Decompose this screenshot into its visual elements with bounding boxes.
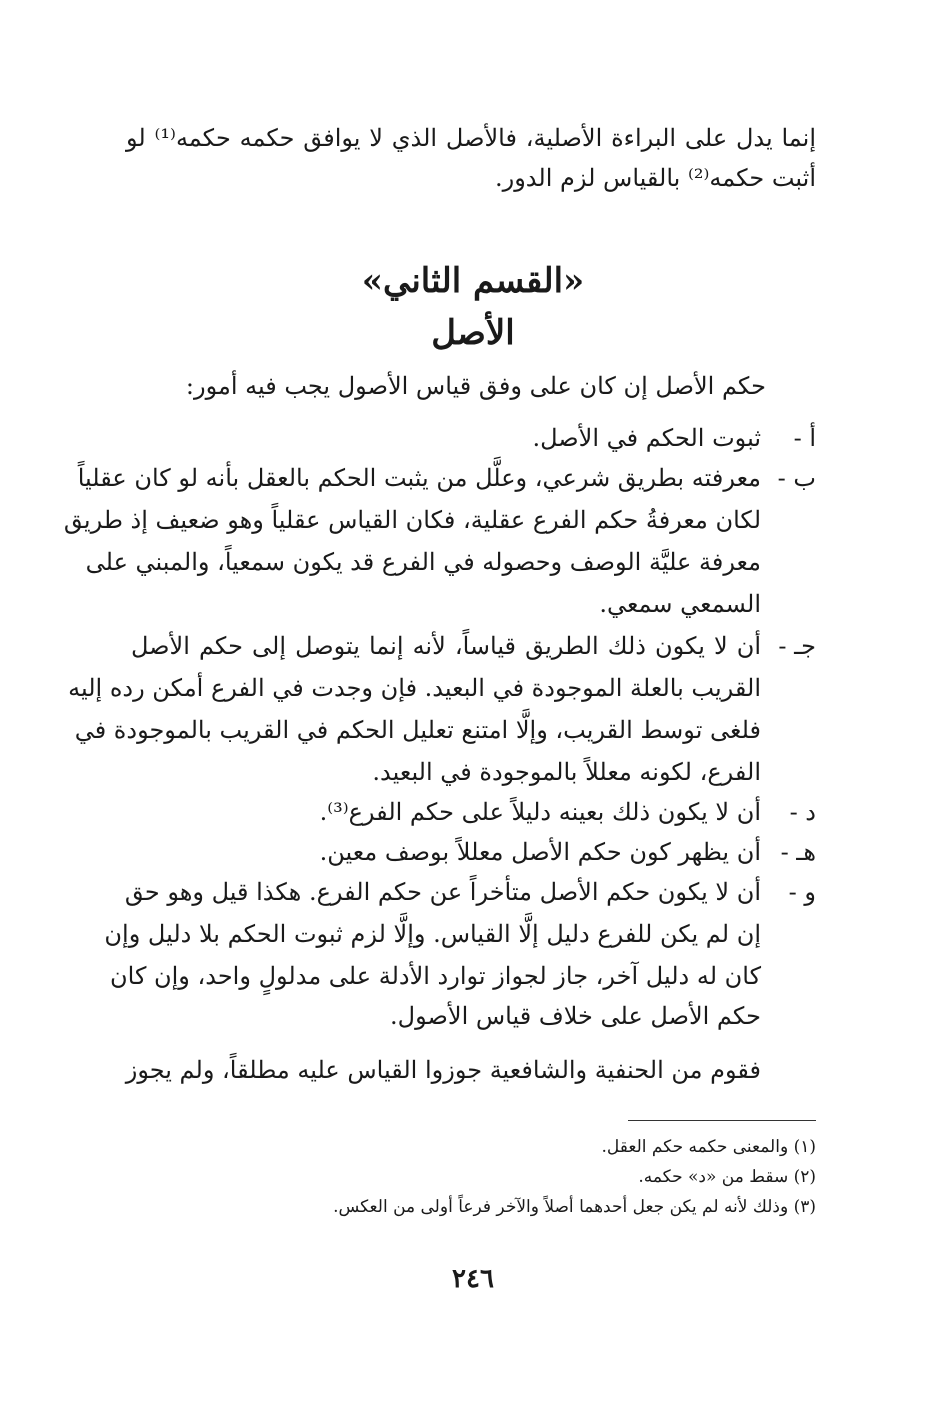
item-f-line-4: حكم الأصل على خلاف قياس الأصول. [390, 1002, 761, 1030]
item-b-line-1: معرفته بطريق شرعي، وعلَّل من يثبت الحكم بالعقل بأنه لو كان عقلياً [77, 464, 761, 492]
item-c-line-4: الفرع، لكونه معللاً بالموجودة في البعيد. [372, 758, 761, 786]
item-f-line-1: أن لا يكون حكم الأصل متأخراً عن حكم الفرع. هكذا قيل وهو حق [124, 878, 761, 906]
item-c-line-1: أن لا يكون ذلك الطريق قياساً، لأنه إنما يتوصل إلى حكم الأصل [131, 632, 762, 660]
intro-line-2: أثبت حكمه⁽²⁾ بالقياس لزم الدور. [494, 164, 816, 192]
item-c-line-3: فلغى توسط القريب، وإلَّا امتنع تعليل الحكم في القريب بالموجودة في [74, 716, 761, 744]
item-f-line-2: إن لم يكن للفرع دليل إلَّا القياس. وإلَّا لزم ثبوت الحكم بلا دليل وإن [104, 920, 761, 948]
footnote-1: (١) والمعنى حكمه حكم العقل. [601, 1137, 816, 1157]
tail-paragraph: فقوم من الحنفية والشافعية جوزوا القياس عليه مطلقاً، ولم يجوز [125, 1056, 761, 1084]
item-mark-e: هـ - [780, 838, 816, 866]
intro-line-1: إنما يدل على البراءة الأصلية، فالأصل الذي لا يوافق حكمه حكمه⁽¹⁾ لو [126, 124, 817, 152]
section-heading: «القسم الثاني» [361, 261, 585, 301]
item-mark-c: جـ - [778, 632, 816, 660]
section-subheading: الأصل [431, 313, 515, 353]
item-a-line-1: ثبوت الحكم في الأصل. [532, 424, 761, 452]
item-b-line-4: السمعي سمعي. [599, 590, 761, 618]
item-d-line-1: أن لا يكون ذلك بعينه دليلاً على حكم الفرع⁽³⁾. [319, 798, 761, 826]
item-mark-f: و - [788, 878, 816, 906]
page-number: ٢٤٦ [452, 1264, 494, 1294]
section-lead: حكم الأصل إن كان على وفق قياس الأصول يجب فيه أمور: [185, 372, 766, 400]
item-c-line-2: القريب بالعلة الموجودة في البعيد. فإن وجدت في الفرع أمكن رده إليه [68, 674, 761, 702]
footnote-divider [628, 1120, 816, 1121]
item-mark-d: د - [789, 798, 816, 826]
item-b-line-2: لكان معرفةُ حكم الفرع عقلية، فكان القياس عقلياً وهو ضعيف إذ طريق [63, 506, 761, 534]
footnote-3: (٣) وذلك لأنه لم يكن جعل أحدهما أصلاً والآخر فرعاً أولى من العكس. [333, 1197, 816, 1217]
item-b-line-3: معرفة عليَّة الوصف وحصوله في الفرع قد يكون سمعياً، والمبني على [85, 548, 761, 576]
item-mark-b: ب - [777, 464, 816, 492]
footnote-2: (٢) سقط من «د» حكمه. [638, 1167, 816, 1187]
item-f-line-3: كان له دليل آخر، جاز لجواز توارد الأدلة على مدلولٍ واحد، وإن كان [110, 962, 761, 990]
item-e-line-1: أن يظهر كون حكم الأصل معللاً بوصف معين. [319, 838, 761, 866]
item-mark-a: أ - [793, 424, 816, 452]
